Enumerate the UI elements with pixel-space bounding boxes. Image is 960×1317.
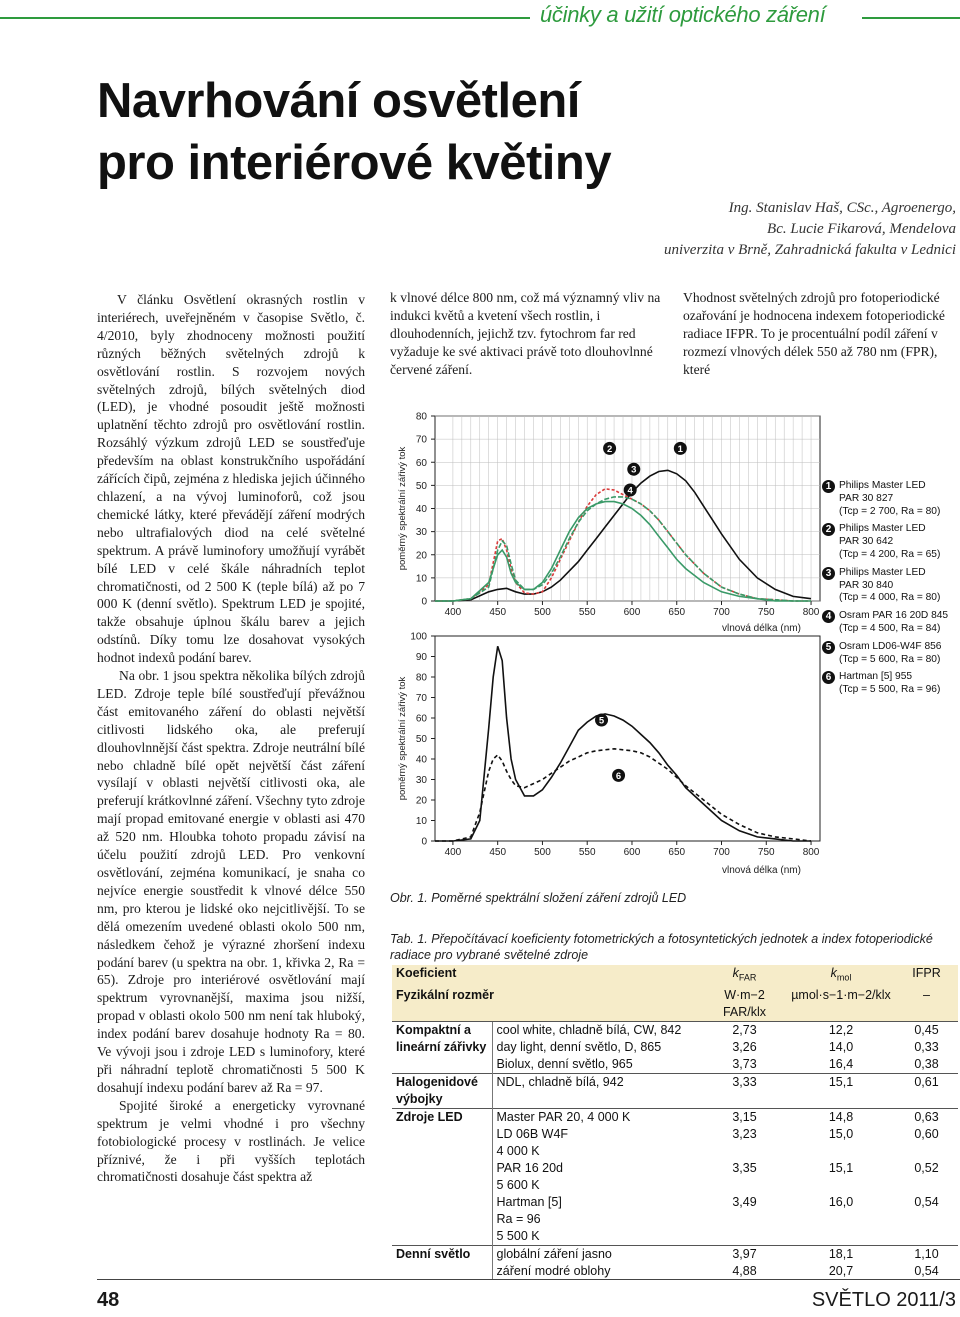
svg-text:5: 5	[598, 715, 605, 727]
curve-marker-m5	[595, 714, 608, 727]
legend-item	[822, 641, 960, 667]
svg-text:6: 6	[615, 770, 622, 782]
table-unit-row	[392, 987, 958, 1022]
legend-source-name: Osram PAR 16 20D 845	[839, 610, 949, 622]
y-axis-label: poměrný spektrální zářivý tok	[397, 676, 408, 801]
table-ifpr-cell: 0,54	[914, 1194, 939, 1209]
x-tick-label: 750	[757, 607, 775, 618]
table-kmol-cell: 15,0	[828, 1126, 854, 1141]
y-tick-label: 40	[415, 754, 427, 766]
header-ifpr: IFPR	[895, 965, 958, 987]
table-source-name: day light, denní světlo, D, 865	[492, 1039, 702, 1056]
y-tick-label: 10	[415, 816, 427, 827]
x-tick-label: 500	[534, 607, 551, 618]
y-tick-label: 70	[415, 434, 427, 446]
y-tick-label: 60	[415, 457, 427, 469]
unit-ifpr: –	[895, 987, 958, 1022]
legend-source-name: Philips Master LED	[839, 566, 926, 578]
author-block	[664, 198, 956, 261]
table-kmol-cell: 14,0	[828, 1039, 854, 1054]
legend-number-badge: 2	[822, 523, 835, 536]
table-kmol-cell: 18,1	[787, 1245, 895, 1263]
x-tick-label: 450	[489, 847, 507, 858]
legend-item	[822, 671, 960, 697]
table-caption: Tab. 1. Přepočítávací koeficienty fotometrických a fotosyntetických jednotek a index fotoperiodické radiace pro vybrané světelné zdroje	[390, 932, 933, 962]
y-tick-label: 100	[410, 631, 427, 643]
legend-item	[822, 480, 960, 518]
figure-caption: Obr. 1. Poměrné spektrální složení záření zdrojů LED	[390, 891, 687, 905]
x-tick-label: 600	[623, 607, 641, 618]
x-tick-label: 400	[444, 607, 462, 618]
table-source-name: NDL, chladně bílá, 942	[492, 1073, 702, 1108]
y-tick-label: 80	[415, 672, 427, 684]
legend-source-model: PAR 30 642	[839, 536, 894, 548]
table-ifpr-cell: 0,33	[914, 1039, 939, 1054]
table-kfar-cell: 4,88	[732, 1263, 757, 1278]
paragraph-3: Spojité široké a energeticky vyrovnané spektrum je velmi vhodné i pro všechny fotobiologické procesy v rostlinách. Je velice příznivé, že i při vyšších teplotách chromatičnosti dosahuje část spektra až	[97, 1097, 365, 1185]
legend-number-badge: 6	[822, 671, 835, 684]
y-tick-label: 90	[415, 652, 427, 663]
svg-text:4: 4	[627, 485, 633, 497]
title-line-2: pro interiérové květiny	[97, 136, 612, 190]
x-tick-label: 750	[757, 847, 775, 858]
x-axis-label: vlnová délka (nm)	[722, 623, 801, 634]
article-title	[97, 70, 611, 194]
legend-source-name: Osram LD06-W4F 856	[839, 640, 942, 652]
table-kmol-cell: 20,7	[828, 1263, 854, 1278]
header-koeficient: Koeficient	[392, 965, 702, 987]
x-tick-label: 800	[802, 847, 820, 858]
header-kmol: $k_{mol}$	[787, 965, 895, 987]
table-source-name: Master PAR 20, 4 000 K	[492, 1108, 702, 1126]
legend-source-params: (Tcp = 5 500, Ra = 96)	[839, 684, 941, 696]
table-kmol-cell: 15,1	[828, 1160, 854, 1175]
legend-number-badge: 4	[822, 610, 835, 623]
section-label: účinky a užití optického záření	[540, 2, 826, 27]
table-group-label: Zdroje LED	[392, 1108, 492, 1245]
table-ifpr-cell: 1,10	[895, 1245, 958, 1263]
table-ifpr-cell: 0,61	[895, 1073, 958, 1108]
y-tick-label: 50	[415, 480, 427, 492]
legend-item	[822, 610, 960, 636]
paragraph-1: V článku Osvětlení okrasných rostlin v interiérech, uveřejněném v časopise Světlo, č. 4/2010, byly zhodnoceny možnosti použití různých běžných světelných zdrojů k osvětlování rostlin. S rozvojem nových světelných zdrojů, bílých světelných diod (LED), je vhodné posoudit ještě možnosti uplatnění těchto zdrojů pro osvětlování rostlin. Rozsáhlý výzkum zdrojů LED se soustřeďuje především na oblast konstrukčního uspořádání zářících čipů, zejména z hlediska jejich účinného chlazení, a na vývoj luminoforů, což jsou chemické látky, které převádějí záření modrých nebo ultrafialových diod na celé světelné spektrum. A právě luminofory umožňují vyrábět bílé LED v celé škále náhradních teplot chromatičnosti, od 2 500 K (teple bílá) až po 7 000 K (denní světlo). Spektrum LED je spojité, takže obsahuje úplnou škálu barev a jejich odstínů. Díky tomu lze dosahovat vysokých hodnot indexů podání barev.	[97, 292, 365, 666]
spectrum-chart-top-svg	[390, 408, 830, 633]
table-group-label: Kompaktní a lineární zářivky	[392, 1021, 492, 1073]
table-kfar-cell: 3,26	[732, 1039, 757, 1054]
table-source-name: globální záření jasno	[492, 1245, 702, 1263]
table-header-row	[392, 965, 958, 987]
x-tick-label: 600	[623, 847, 641, 858]
y-tick-label: 70	[415, 693, 427, 704]
header-unit: Fyzikální rozměr	[392, 987, 702, 1022]
table-kfar-cell: 3,15	[702, 1108, 787, 1126]
x-tick-label: 650	[668, 607, 686, 618]
x-tick-label: 550	[578, 847, 596, 858]
x-tick-label: 450	[489, 607, 507, 618]
table-kfar-cell: 3,33	[702, 1073, 787, 1108]
x-tick-label: 400	[444, 847, 462, 858]
legend-source-model: PAR 30 827	[839, 492, 894, 504]
table-source-name: PAR 16 20d 5 600 K	[492, 1160, 702, 1194]
table-kmol-cell: 12,2	[787, 1021, 895, 1039]
legend-number-badge: 3	[822, 567, 835, 580]
table-row	[392, 1245, 958, 1263]
y-tick-label: 80	[415, 411, 427, 423]
table-kfar-cell: 3,73	[732, 1056, 757, 1071]
legend-source-params: (Tcp = 5 600, Ra = 80)	[839, 653, 941, 665]
table-kfar-cell: 3,49	[732, 1194, 757, 1209]
table-kfar-cell: 3,35	[732, 1160, 757, 1175]
x-axis-label: vlnová délka (nm)	[722, 865, 801, 876]
table-kmol-cell: 14,8	[787, 1108, 895, 1126]
coefficient-table	[392, 965, 958, 1280]
plot-frame	[435, 636, 820, 841]
table-source-name: Hartman [5] Ra = 96 5 500 K	[492, 1194, 702, 1246]
chart-legend	[822, 480, 960, 702]
paragraph-2: Na obr. 1 jsou spektra několika bílých zdrojů LED. Zdroje teple bílé soustřeďují převážnou část emitovaného záření do oblasti největší citlivosti lidského oka, ale preferují dlouhovlnnější část spektra. Zdroje neutrální bílé nebo chladně bílé opět největší část záření vysílají v oblasti největší citlivosti oka, ale preferují krátkovlnné záření. Všechny tyto zdroje mají propad emitované energie v oblasti asi 470 až 520 nm. Hloubka tohoto propadu závisí na účelu použití zdrojů LED. Pro venkovní osvětlování, zejména komunikací, je snaha co nejvíce energie soustředit k vlnové délce 550 nm, pro kterou je lidské oko nejcitlivější. To se dělá omezením uvedené oblasti okolo 500 nm, následkem čehož je výrazné zhoršení indexu podání barev (u spektra na obr. 1, křivka 2, Ra = 65). Zdroje pro interiérové osvětlování mají spektrum vyrovnanější, maxima jsou nižší, propad v oblasti okolo 500 nm není tak hluboký, index podání barev dosahuje hodnoty Ra = 80. Ve vývoji jsou i zdroje LED s luminofory, které při náhradní teplotě chromatičnosti 5 500 K dosahují indexu podání barev až Ra = 97.	[97, 668, 365, 1095]
y-tick-label: 0	[421, 836, 427, 848]
table-source-name: LD 06B W4F 4 000 K	[492, 1126, 702, 1160]
legend-source-params: (Tcp = 4 000, Ra = 80)	[839, 592, 941, 604]
table-ifpr-cell: 0,52	[914, 1160, 939, 1175]
table-row	[392, 1073, 958, 1108]
legend-item	[822, 523, 960, 561]
series-5-line	[435, 646, 811, 841]
y-tick-label: 30	[415, 527, 427, 539]
table-source-name: Biolux, denní světlo, 965	[492, 1056, 702, 1074]
svg-text:1: 1	[677, 443, 683, 455]
table-kfar-cell: 3,23	[732, 1126, 757, 1141]
table-group-label: Denní světlo	[392, 1245, 492, 1280]
legend-number-badge: 1	[822, 480, 835, 493]
table-row	[392, 1021, 958, 1039]
y-tick-label: 40	[415, 504, 427, 515]
curve-marker-m3	[627, 463, 640, 476]
table-kmol-cell: 16,4	[828, 1056, 854, 1071]
y-tick-label: 0	[421, 596, 427, 608]
author-line-2: Bc. Lucie Fikarová, Mendelova	[767, 221, 956, 237]
header-kfar: $k_{FAR}$	[702, 965, 787, 987]
title-line-1: Navrhování osvětlení	[97, 74, 580, 128]
x-tick-label: 800	[802, 607, 820, 618]
legend-source-name: Hartman [5] 955	[839, 671, 913, 683]
y-tick-label: 30	[415, 775, 427, 786]
y-axis-label: poměrný spektrální zářivý tok	[397, 446, 408, 571]
author-line-3: univerzita v Brně, Zahradnická fakulta v Lednici	[663, 242, 956, 258]
legend-source-params: (Tcp = 4 200, Ra = 65)	[839, 548, 941, 560]
spectrum-chart-bottom-svg	[390, 630, 830, 880]
footer-rule	[97, 1279, 960, 1280]
table-ifpr-cell: 0,54	[914, 1263, 939, 1278]
legend-source-name: Philips Master LED	[839, 480, 926, 491]
spectrum-chart-top	[390, 408, 830, 638]
y-tick-label: 20	[415, 550, 427, 562]
body-column-3: Vhodnost světelných zdrojů pro fotoperiodické ozařování je hodnocena indexem fotoperiodické radiace IFPR. To je procentuální podíl záření v rozmezí vlnových délek 550 až 780 nm (FPR), které	[683, 290, 945, 377]
table-ifpr-cell: 0,60	[914, 1126, 939, 1141]
magazine-issue: SVĚTLO 2011/3	[811, 1289, 956, 1311]
x-tick-label: 500	[534, 847, 551, 858]
legend-source-model: PAR 30 840	[839, 579, 894, 591]
unit-kmol: µmol·s−1·m−2/klx	[787, 987, 895, 1022]
table-ifpr-cell: 0,38	[914, 1056, 939, 1071]
unit-kfar: W·m−2 FAR/klx	[702, 987, 787, 1022]
y-tick-label: 60	[415, 713, 427, 725]
svg-text:2: 2	[606, 443, 613, 455]
table-row	[392, 1108, 958, 1126]
spectrum-chart-bottom	[390, 630, 830, 885]
svg-text:3: 3	[631, 464, 637, 476]
table-kfar-cell: 2,73	[702, 1021, 787, 1039]
table-ifpr-cell: 0,45	[895, 1021, 958, 1039]
curve-marker-m1	[674, 442, 687, 455]
x-tick-label: 650	[668, 847, 686, 858]
author-line-1: Ing. Stanislav Haš, CSc., Agroenergo,	[728, 200, 956, 216]
table-group-label: Halogenidové výbojky	[392, 1073, 492, 1108]
x-tick-label: 700	[713, 847, 730, 858]
table-source-name: cool white, chladně bílá, CW, 842	[492, 1021, 702, 1039]
y-tick-label: 20	[415, 795, 427, 807]
body-column-2: k vlnové délce 800 nm, což má významný vliv na indukci květů a kvetení všech rostlin, i dlouhodenních, jejichž tzv. fytochrom far red vyžaduje ke své aktivaci právě toto dlouhovlnné červené záření.	[390, 290, 661, 377]
table-kfar-cell: 3,97	[702, 1245, 787, 1263]
curve-marker-m2	[603, 442, 616, 455]
header-rule-right	[862, 17, 960, 19]
series-6-line	[435, 749, 811, 841]
body-column-1	[97, 291, 365, 1186]
y-tick-label: 50	[415, 734, 427, 745]
x-tick-label: 700	[713, 607, 730, 618]
table-ifpr-cell: 0,63	[895, 1108, 958, 1126]
page-number: 48	[97, 1289, 120, 1311]
curve-marker-m4	[624, 484, 637, 497]
legend-source-name: Philips Master LED	[839, 523, 926, 535]
legend-source-params: (Tcp = 2 700, Ra = 80)	[839, 505, 941, 517]
table-kmol-cell: 16,0	[828, 1194, 854, 1209]
section-header	[0, 0, 960, 40]
header-rule-left	[0, 17, 530, 19]
table-source-name: záření modré oblohy	[492, 1263, 702, 1280]
legend-source-params: (Tcp = 4 500, Ra = 84)	[839, 622, 941, 634]
legend-number-badge: 5	[822, 641, 835, 654]
legend-item	[822, 567, 960, 605]
y-tick-label: 10	[415, 573, 427, 585]
x-tick-label: 550	[578, 607, 596, 618]
curve-marker-m6	[612, 769, 625, 782]
table-kmol-cell: 15,1	[787, 1073, 895, 1108]
